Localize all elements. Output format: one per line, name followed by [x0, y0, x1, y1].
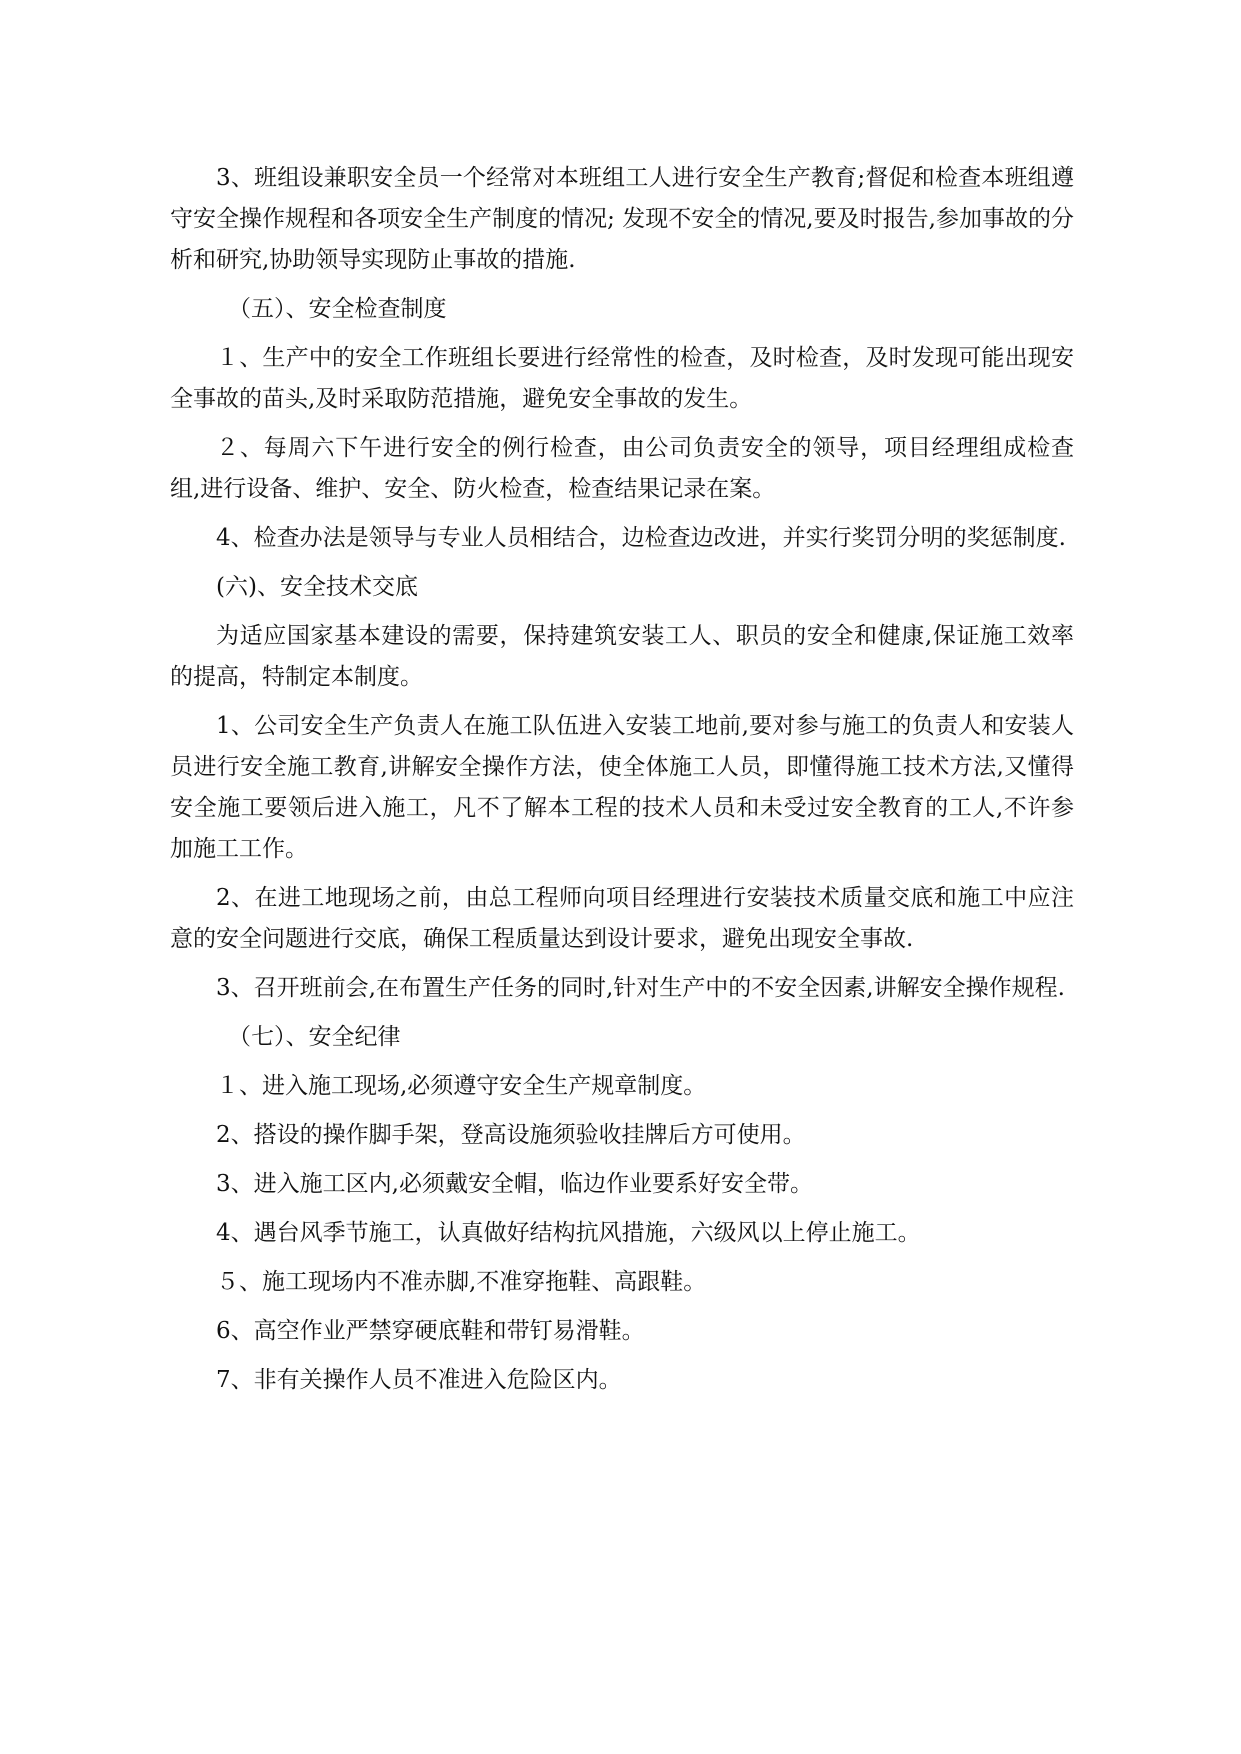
paragraph-3-class-safety-officer: 3、班组设兼职安全员一个经常对本班组工人进行安全生产教育;督促和检查本班组遵守安全操作规程和各项安全生产制度的情况; 发现不安全的情况,要及时报告,参加事故的分析和研究,协助领导实现防止事故的措施.: [170, 165, 1074, 273]
rule-1-site-regulations: １、进入施工现场,必须遵守安全生产规章制度。: [216, 1073, 707, 1099]
paragraph-1-regular-inspection: １、生产中的安全工作班组长要进行经常性的检查，及时检查，及时发现可能出现安全事故的苗头,及时采取防范措施，避免安全事故的发生。: [170, 345, 1074, 412]
rule-5-footwear: ５、施工现场内不准赤脚,不准穿拖鞋、高跟鞋。: [216, 1269, 707, 1295]
paragraph-4-inspection-method: 4、检查办法是领导与专业人员相结合，边检查边改进，并实行奖罚分明的奖惩制度.: [216, 525, 1066, 551]
paragraph-2-weekly-inspection: ２、每周六下午进行安全的例行检查，由公司负责安全的领导，项目经理组成检查组,进行设备、维护、安全、防火检查，检查结果记录在案。: [170, 435, 1074, 502]
rule-3-helmet: 3、进入施工区内,必须戴安全帽，临边作业要系好安全带。: [216, 1171, 813, 1197]
rule-4-typhoon: 4、遇台风季节施工，认真做好结构抗风措施，六级风以上停止施工。: [216, 1220, 921, 1246]
section-heading-7-safety-discipline: （七）、安全纪律: [228, 1024, 401, 1050]
rule-7-danger-zone: 7、非有关操作人员不准进入危险区内。: [216, 1367, 622, 1393]
paragraph-3-pre-shift-meeting: 3、召开班前会,在布置生产任务的同时,针对生产中的不安全因素,讲解安全操作规程.: [216, 975, 1065, 1001]
paragraph-2-site-briefing: 2、在进工地现场之前，由总工程师向项目经理进行安装技术质量交底和施工中应注意的安全问题进行交底，确保工程质量达到设计要求，避免出现安全事故.: [170, 885, 1074, 952]
paragraph-1-safety-education: 1、公司安全生产负责人在施工队伍进入安装工地前,要对参与施工的负责人和安装人员进行安全施工教育,讲解安全操作方法，使全体施工人员，即懂得施工技术方法,又懂得安全施工要领后进入施工，凡不了解本工程的技术人员和未受过安全教育的工人,不许参加施工工作。: [170, 713, 1074, 862]
paragraph-intro-technical-briefing: 为适应国家基本建设的需要，保持建筑安装工人、职员的安全和健康,保证施工效率的提高，特制定本制度。: [170, 623, 1074, 690]
section-heading-5-safety-inspection: （五）、安全检查制度: [228, 296, 447, 322]
rule-6-high-altitude-shoes: 6、高空作业严禁穿硬底鞋和带钉易滑鞋。: [216, 1318, 645, 1344]
document-body: [170, 158, 1074, 1409]
section-heading-6-technical-briefing: (六)、安全技术交底: [216, 574, 418, 600]
rule-2-scaffolding: 2、搭设的操作脚手架，登高设施须验收挂牌后方可使用。: [216, 1122, 806, 1148]
